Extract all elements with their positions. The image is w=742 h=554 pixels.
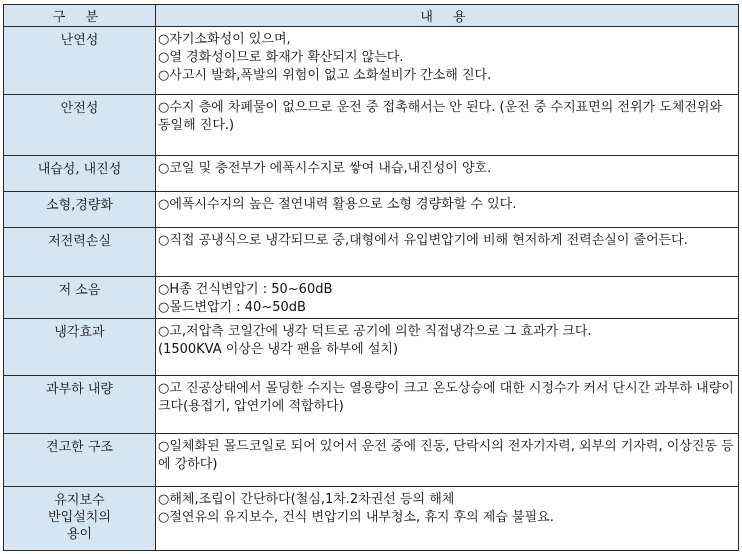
row-content [156, 228, 739, 277]
content-line: ○직접 공냉식으로 냉각되므로 중,대형에서 유입변압기에 비해 현저하게 전력손실이 줄어든다. [158, 233, 688, 248]
content-line: ○에폭시수지의 높은 절연내력 활용으로 소형 경량화할 수 있다. [158, 197, 517, 212]
content-line: ○H종 건식변압기 : 50~60dB [158, 282, 333, 297]
spec-table [3, 4, 739, 551]
row-content [156, 27, 739, 95]
row-content [156, 319, 739, 376]
row-category-line: 유지보수 [54, 493, 105, 508]
row-category: 견고한 구조 [4, 434, 156, 487]
content-line: ○일체화된 몰드코일로 되어 있어서 운전 중에 진동, 단락시의 전자기자력, 외부의 기자력, 이상진동 등에 강하다) [158, 439, 734, 472]
row-category [4, 487, 156, 551]
content-line: ○고,저압측 코일간에 냉각 덕트로 공기에 의한 직접냉각으로 그 효과가 크다. [158, 324, 592, 339]
row-category: 난연성 [4, 27, 156, 95]
table-row [4, 156, 739, 192]
content-line: ○해체,조립이 간단하다(철심,1차.2차권선 등의 해체 [158, 492, 455, 507]
content-line: ○열 경화성이므로 화재가 확산되지 않는다. [158, 50, 404, 65]
table-row [4, 277, 739, 319]
row-category: 냉각효과 [4, 319, 156, 376]
table-row [4, 319, 739, 376]
table-row [4, 192, 739, 228]
header-content: 내 용 [156, 5, 739, 27]
row-category: 안전성 [4, 95, 156, 156]
content-line: ○절연유의 유지보수, 건식 변압기의 내부청소, 휴지 후의 제습 불필요. [158, 510, 554, 525]
content-line: ○몰드변압기 : 40~50dB [158, 300, 306, 315]
row-category: 소형,경량화 [4, 192, 156, 228]
content-line: ○수지 층에 차폐물이 없으므로 운전 중 접촉해서는 안 된다. (운전 중 수지표면의 전위가 도체전위와 동일해 진다.) [158, 100, 723, 133]
row-category: 저전력손실 [4, 228, 156, 277]
row-category: 과부하 내량 [4, 376, 156, 434]
header-category: 구 분 [4, 5, 156, 27]
row-category-line: 용이 [66, 527, 93, 542]
row-category: 내습성, 내진성 [4, 156, 156, 192]
header-row [4, 5, 739, 27]
content-line: (1500KVA 이상은 냉각 팬을 하부에 설치) [158, 342, 399, 357]
table-row [4, 487, 739, 551]
table-row [4, 376, 739, 434]
row-category-line: 반입설치의 [48, 510, 111, 525]
row-content [156, 376, 739, 434]
row-content [156, 95, 739, 156]
table-row [4, 95, 739, 156]
content-line: ○사고시 발화,폭발의 위험이 없고 소화설비가 간소해 진다. [158, 68, 492, 83]
row-category: 저 소음 [4, 277, 156, 319]
row-content [156, 192, 739, 228]
row-content [156, 277, 739, 319]
row-content [156, 434, 739, 487]
content-line: ○자기소화성이 있으며, [158, 32, 291, 47]
table-row [4, 434, 739, 487]
table-row [4, 27, 739, 95]
content-line: ○고 진공상태에서 몰딩한 수지는 열용량이 크고 온도상승에 대한 시정수가 커서 단시간 과부하 내량이 크다(용접기, 압연기에 적합하다) [158, 381, 734, 414]
row-content [156, 156, 739, 192]
table-row [4, 228, 739, 277]
content-line: ○코일 및 충전부가 에폭시수지로 쌓여 내습,내진성이 양호. [158, 161, 492, 176]
row-content [156, 487, 739, 551]
